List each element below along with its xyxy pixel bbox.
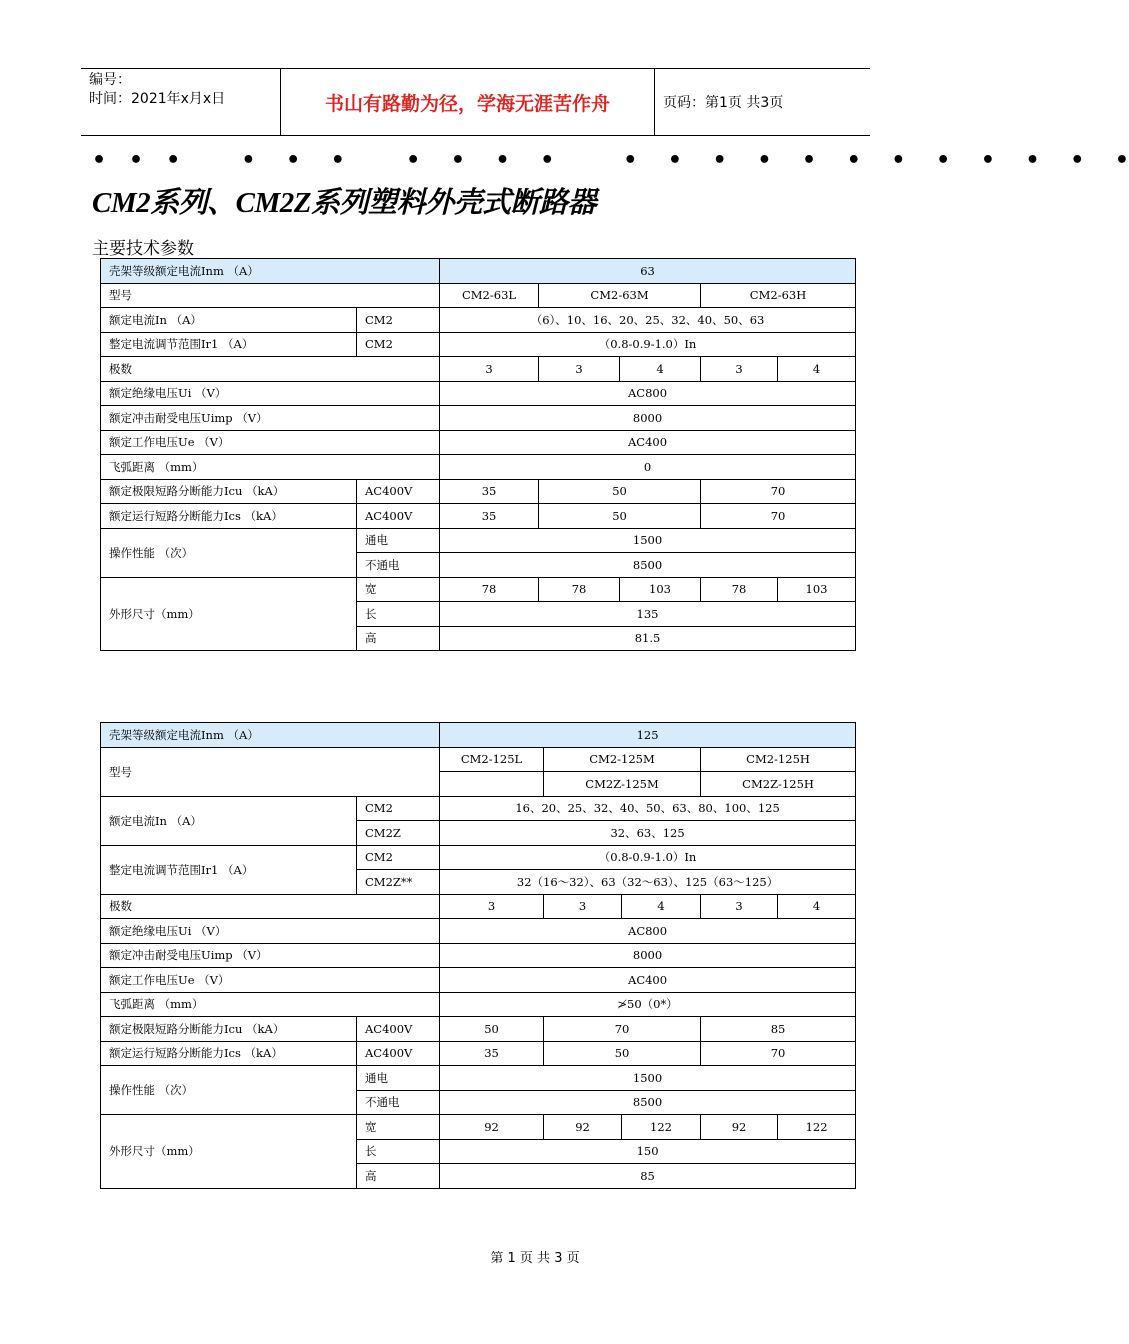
length-label: 长 xyxy=(357,1139,440,1164)
icu-sub: AC400V xyxy=(357,479,440,504)
poles-cell: 3 xyxy=(539,357,620,382)
table-row xyxy=(101,259,856,284)
table-row xyxy=(101,723,856,748)
poles-cell: 4 xyxy=(778,894,856,919)
frame-current-label: 壳架等级额定电流Inm （A） xyxy=(101,259,440,284)
ics-label: 额定运行短路分断能力Ics （kA） xyxy=(101,1041,357,1066)
header-page-info: 页码：第1页 共3页 xyxy=(663,95,784,111)
header-number: 编号： xyxy=(89,72,131,88)
rated-current-sub: CM2 xyxy=(357,796,440,821)
frame-current-value: 125 xyxy=(440,723,856,748)
table-row xyxy=(101,919,856,944)
rated-current-sub: CM2 xyxy=(357,308,440,333)
arc-distance-value: 0 xyxy=(440,455,856,480)
rated-current-value: 16、20、25、32、40、50、63、80、100、125 xyxy=(440,796,856,821)
width-cell: 78 xyxy=(539,577,620,602)
table-row xyxy=(101,455,856,480)
length-value: 135 xyxy=(440,602,856,627)
frame-current-value: 63 xyxy=(440,259,856,284)
poles-cell: 3 xyxy=(440,894,544,919)
adjust-range-sub: CM2 xyxy=(357,332,440,357)
table-row xyxy=(101,406,856,431)
poles-label: 极数 xyxy=(101,357,440,382)
impulse-voltage-label: 额定冲击耐受电压Uimp （V） xyxy=(101,406,440,431)
operation-off-value: 8500 xyxy=(440,1090,856,1115)
table-row xyxy=(101,479,856,504)
height-label: 高 xyxy=(357,1164,440,1189)
arc-distance-value: ≯50（0*） xyxy=(440,992,856,1017)
arc-distance-label: 飞弧距离 （mm） xyxy=(101,455,440,480)
icu-sub: AC400V xyxy=(357,1017,440,1042)
impulse-voltage-value: 8000 xyxy=(440,406,856,431)
document-title: CM2系列、CM2Z系列塑料外壳式断路器 xyxy=(92,187,596,219)
operating-voltage-label: 额定工作电压Ue （V） xyxy=(101,430,440,455)
table-row xyxy=(101,992,856,1017)
icu-label: 额定极限短路分断能力Icu （kA） xyxy=(101,479,357,504)
arc-distance-label: 飞弧距离 （mm） xyxy=(101,992,440,1017)
impulse-voltage-value: 8000 xyxy=(440,943,856,968)
adjust-range-sub: CM2Z** xyxy=(357,870,440,895)
ics-cell: 35 xyxy=(440,504,539,529)
ics-label: 额定运行短路分断能力Ics （kA） xyxy=(101,504,357,529)
insulation-voltage-label: 额定绝缘电压Ui （V） xyxy=(101,381,440,406)
table-row xyxy=(101,1041,856,1066)
rated-current-label: 额定电流In （A） xyxy=(101,308,357,333)
table-row xyxy=(101,504,856,529)
spec-table-125 xyxy=(100,722,856,1189)
table-row xyxy=(101,845,856,870)
ics-cell: 50 xyxy=(539,504,701,529)
icu-cell: 70 xyxy=(701,479,856,504)
header-motto: 书山有路勤为径，学海无涯苦作舟 xyxy=(281,69,655,135)
operation-on-label: 通电 xyxy=(357,1066,440,1091)
model-cell: CM2-63H xyxy=(701,283,856,308)
width-cell: 103 xyxy=(778,577,856,602)
table-row xyxy=(101,577,856,602)
length-value: 150 xyxy=(440,1139,856,1164)
dimension-label: 外形尺寸（mm） xyxy=(101,1115,357,1189)
ics-cell: 35 xyxy=(440,1041,544,1066)
ics-cell: 70 xyxy=(701,504,856,529)
poles-cell: 3 xyxy=(701,357,778,382)
width-cell: 103 xyxy=(620,577,701,602)
table-row xyxy=(101,528,856,553)
adjust-range-value: 32（16～32）、63（32～63）、125（63～125） xyxy=(440,870,856,895)
rated-current-value: 32、63、125 xyxy=(440,821,856,846)
operation-label: 操作性能 （次） xyxy=(101,1066,357,1115)
poles-cell: 4 xyxy=(620,357,701,382)
width-cell: 92 xyxy=(440,1115,544,1140)
table-row xyxy=(101,430,856,455)
table-row xyxy=(101,283,856,308)
ics-sub: AC400V xyxy=(357,504,440,529)
dimension-label: 外形尺寸（mm） xyxy=(101,577,357,651)
table-row xyxy=(101,1066,856,1091)
ics-cell: 70 xyxy=(701,1041,856,1066)
model-cell: CM2Z-125M xyxy=(544,772,701,797)
model-cell xyxy=(440,772,544,797)
height-label: 高 xyxy=(357,626,440,651)
poles-cell: 3 xyxy=(701,894,778,919)
rated-current-label: 额定电流In （A） xyxy=(101,796,357,845)
model-label: 型号 xyxy=(101,283,440,308)
ics-sub: AC400V xyxy=(357,1041,440,1066)
adjust-range-value: （0.8-0.9-1.0）In xyxy=(440,845,856,870)
model-cell: CM2-63L xyxy=(440,283,539,308)
frame-current-label: 壳架等级额定电流Inm （A） xyxy=(101,723,440,748)
operation-on-value: 1500 xyxy=(440,528,856,553)
operating-voltage-value: AC400 xyxy=(440,430,856,455)
rated-current-value: （6）、10、16、20、25、32、40、50、63 xyxy=(440,308,856,333)
page-header xyxy=(81,68,870,136)
poles-cell: 3 xyxy=(544,894,622,919)
table-row xyxy=(101,357,856,382)
table-row xyxy=(101,332,856,357)
insulation-voltage-value: AC800 xyxy=(440,381,856,406)
table-row xyxy=(101,747,856,772)
operation-off-label: 不通电 xyxy=(357,1090,440,1115)
icu-cell: 35 xyxy=(440,479,539,504)
model-cell: CM2-125L xyxy=(440,747,544,772)
ics-cell: 50 xyxy=(544,1041,701,1066)
operating-voltage-value: AC400 xyxy=(440,968,856,993)
table-row xyxy=(101,796,856,821)
width-cell: 122 xyxy=(622,1115,701,1140)
rated-current-sub: CM2Z xyxy=(357,821,440,846)
section-title: 主要技术参数 xyxy=(92,239,194,259)
operation-on-label: 通电 xyxy=(357,528,440,553)
adjust-range-label: 整定电流调节范围Ir1 （A） xyxy=(101,845,357,894)
length-label: 长 xyxy=(357,602,440,627)
page-footer: 第 1 页 共 3 页 xyxy=(490,1251,580,1266)
model-cell: CM2-125H xyxy=(701,747,856,772)
icu-cell: 70 xyxy=(544,1017,701,1042)
table-row xyxy=(101,894,856,919)
width-label: 宽 xyxy=(357,1115,440,1140)
model-cell: CM2-63M xyxy=(539,283,701,308)
adjust-range-sub: CM2 xyxy=(357,845,440,870)
table-row xyxy=(101,943,856,968)
operation-label: 操作性能 （次） xyxy=(101,528,357,577)
operation-off-value: 8500 xyxy=(440,553,856,578)
icu-cell: 50 xyxy=(440,1017,544,1042)
table-row xyxy=(101,381,856,406)
emphasis-dots: • • • • • • • • • • • • • • • • • • • • • • xyxy=(92,148,1129,173)
width-cell: 122 xyxy=(778,1115,856,1140)
table-row xyxy=(101,1017,856,1042)
poles-cell: 3 xyxy=(440,357,539,382)
table-row xyxy=(101,968,856,993)
adjust-range-label: 整定电流调节范围Ir1 （A） xyxy=(101,332,357,357)
model-cell: CM2Z-125H xyxy=(701,772,856,797)
width-label: 宽 xyxy=(357,577,440,602)
operating-voltage-label: 额定工作电压Ue （V） xyxy=(101,968,440,993)
adjust-range-value: （0.8-0.9-1.0）In xyxy=(440,332,856,357)
width-cell: 92 xyxy=(701,1115,778,1140)
icu-label: 额定极限短路分断能力Icu （kA） xyxy=(101,1017,357,1042)
poles-label: 极数 xyxy=(101,894,440,919)
operation-off-label: 不通电 xyxy=(357,553,440,578)
header-meta xyxy=(81,69,281,135)
model-cell: CM2-125M xyxy=(544,747,701,772)
height-value: 85 xyxy=(440,1164,856,1189)
poles-cell: 4 xyxy=(778,357,856,382)
impulse-voltage-label: 额定冲击耐受电压Uimp （V） xyxy=(101,943,440,968)
operation-on-value: 1500 xyxy=(440,1066,856,1091)
height-value: 81.5 xyxy=(440,626,856,651)
insulation-voltage-label: 额定绝缘电压Ui （V） xyxy=(101,919,440,944)
width-cell: 78 xyxy=(701,577,778,602)
model-label: 型号 xyxy=(101,747,440,796)
insulation-voltage-value: AC800 xyxy=(440,919,856,944)
header-time: 时间：2021年x月x日 xyxy=(89,91,226,107)
poles-cell: 4 xyxy=(622,894,701,919)
spec-table-63 xyxy=(100,258,856,651)
table-row xyxy=(101,1115,856,1140)
table-row xyxy=(101,308,856,333)
icu-cell: 85 xyxy=(701,1017,856,1042)
width-cell: 92 xyxy=(544,1115,622,1140)
icu-cell: 50 xyxy=(539,479,701,504)
width-cell: 78 xyxy=(440,577,539,602)
